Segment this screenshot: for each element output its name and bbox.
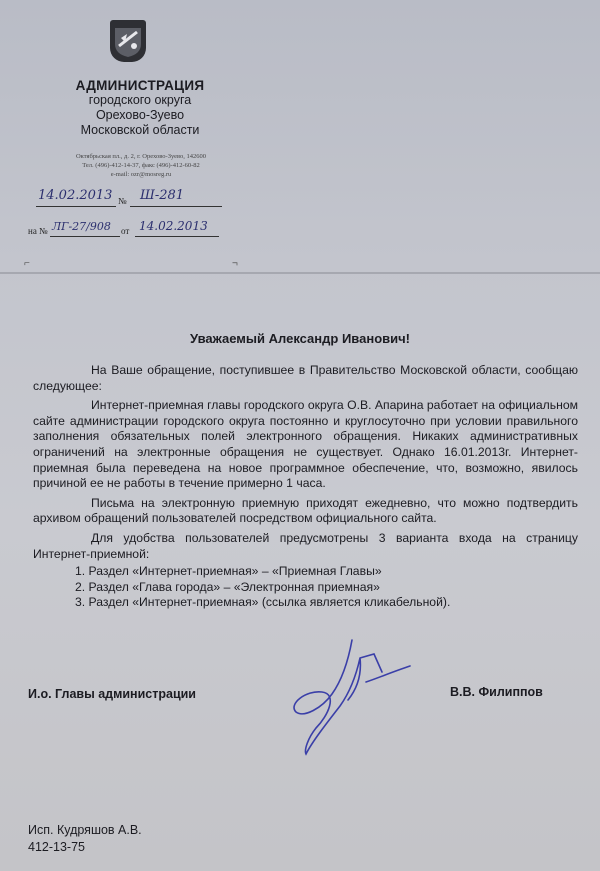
reg-number-label: № [118, 196, 127, 206]
entry-options-list [33, 564, 578, 611]
reg-number: Ш-281 [140, 188, 185, 203]
list-item: 1. Раздел «Интернет-приемная» – «Приемная Главы» [75, 564, 382, 579]
ref-from: от [121, 226, 130, 236]
paragraph-1: На Ваше обращение, поступившее в Правительство Московской области, сообщаю следующее: [33, 363, 578, 393]
reg-date: 14.02.2013 [38, 188, 113, 203]
paragraph-3: Письма на электронную приемную приходят ежедневно, что можно подтвердить архивом обращений пользователей посредством официального сайта. [33, 495, 578, 526]
executor-info [28, 822, 142, 856]
city-emblem-icon [110, 20, 146, 62]
corner-mark-left: ⌐ [24, 258, 30, 269]
ref-number: ЛГ-27/908 [52, 220, 111, 233]
ref-prefix: на № [28, 226, 48, 236]
ref-number-line [50, 220, 120, 237]
org-address: Октябрьская пл., д. 2, г. Орехово-Зуево, 142600 [75, 153, 207, 160]
paper-fold [0, 272, 600, 274]
list-item: 3. Раздел «Интернет-приемная» (ссылка является кликабельной). [75, 595, 451, 610]
org-line-3: Московской области [80, 123, 200, 137]
paragraph-2: Интернет-приемная главы городского округа О.В. Апарина работает на официальном сайте администрации городского округа постоянно и круглосуточно при условии правильного заполнения обязательных полей электронного обращения. Никаких административных ограничений на электронные обращения не существует. Однако 16.01.2013г. Интернет-приемная была переведена на новое программное обеспечение, что, возможно, явилось причиной ее не работы в течение примерно 1 часа. [33, 398, 578, 491]
letterhead [50, 78, 230, 138]
executor-name: Исп. Кудряшов А.В. [28, 823, 142, 837]
ref-date: 14.02.2013 [139, 219, 208, 233]
org-phones: Тел. (496)-412-14-37, факс (496)-412-60-82 [82, 162, 200, 169]
org-email: e-mail: ozr@mosreg.ru [110, 171, 172, 178]
salutation: Уважаемый Александр Иванович! [190, 331, 410, 346]
reg-number-line [130, 190, 222, 207]
org-line-1: городского округа [88, 93, 192, 107]
reg-date-line [36, 190, 116, 207]
signer-title: И.о. Главы администрации [28, 687, 196, 701]
signer-name: В.В. Филиппов [450, 685, 543, 699]
ref-date-line [135, 220, 219, 237]
org-line-2: Орехово-Зуево [95, 108, 185, 122]
corner-mark-right: ¬ [232, 258, 238, 269]
letter-body [33, 363, 578, 611]
org-contacts [36, 152, 246, 179]
handwritten-signature [282, 632, 422, 762]
executor-phone: 412-13-75 [28, 840, 85, 854]
list-item: 2. Раздел «Глава города» – «Электронная приемная» [75, 579, 380, 594]
org-name: АДМИНИСТРАЦИЯ [75, 78, 205, 93]
paragraph-4: Для удобства пользователей предусмотрены 3 варианта входа на страницу Интернет-приемной: [33, 530, 578, 561]
